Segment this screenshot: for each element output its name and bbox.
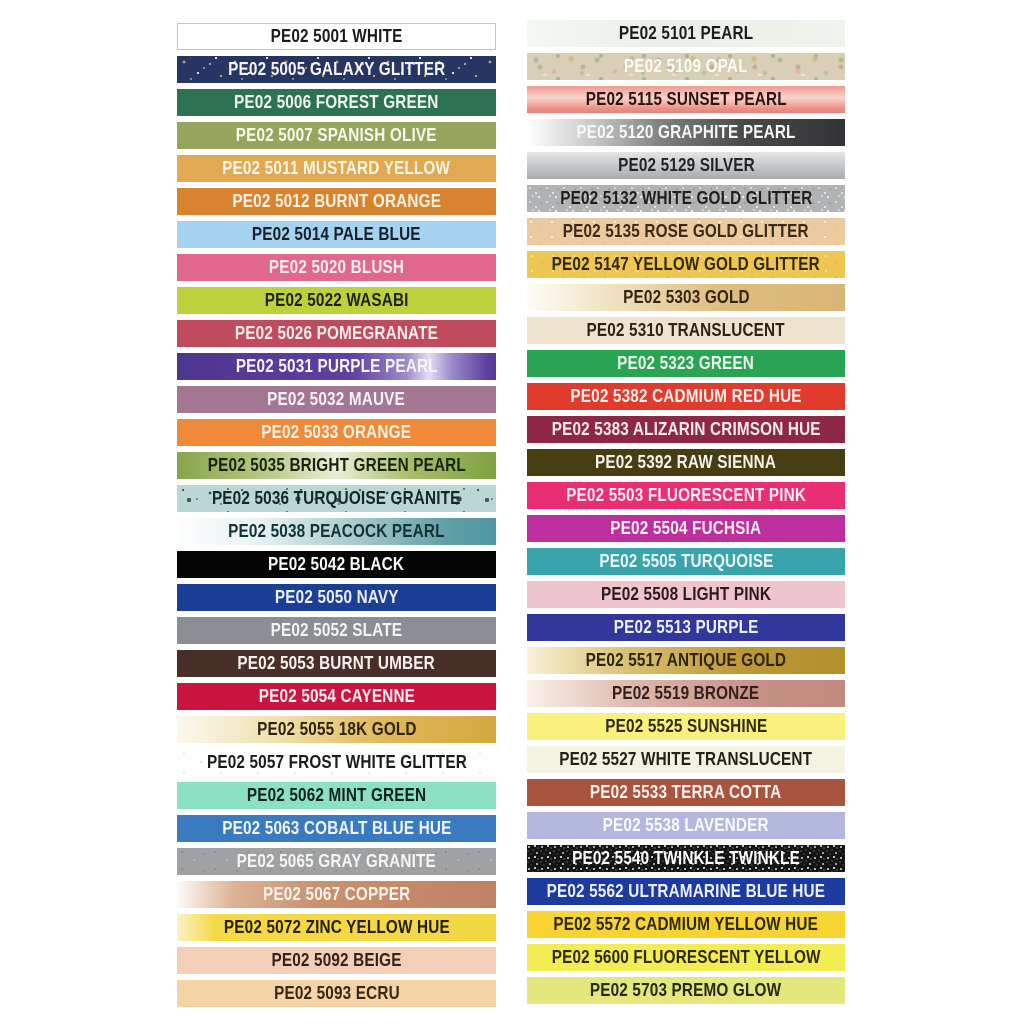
swatch-label: PE02 5050 NAVY <box>274 587 399 607</box>
swatch-pe02-5538 <box>527 812 845 839</box>
swatch-label: PE02 5513 PURPLE <box>613 617 759 637</box>
swatch-label: PE02 5323 GREEN <box>617 353 755 373</box>
swatch-pe02-5014 <box>177 221 496 248</box>
swatch-pe02-5062 <box>177 782 496 809</box>
swatch-label: PE02 5054 CAYENNE <box>258 686 415 706</box>
swatch-pe02-5032 <box>177 386 496 413</box>
swatch-pe02-5562 <box>527 878 845 905</box>
swatch-pe02-5055 <box>177 716 496 743</box>
swatch-pe02-5505 <box>527 548 845 575</box>
swatch-pe02-5600 <box>527 944 845 971</box>
swatch-pe02-5540 <box>527 845 845 872</box>
swatch-label: PE02 5101 PEARL <box>618 23 754 43</box>
swatch-label: PE02 5505 TURQUOISE <box>598 551 774 571</box>
swatch-label: PE02 5055 18K GOLD <box>256 719 417 739</box>
swatch-pe02-5572 <box>527 911 845 938</box>
swatch-label: PE02 5703 PREMO GLOW <box>590 980 782 1000</box>
swatch-pe02-5517 <box>527 647 845 674</box>
swatch-pe02-5303 <box>527 284 845 311</box>
swatch-pe02-5057 <box>177 749 496 776</box>
swatch-pe02-5323 <box>527 350 845 377</box>
swatch-pe02-5012 <box>177 188 496 215</box>
swatch-label: PE02 5026 POMEGRANATE <box>234 323 439 343</box>
swatch-pe02-5022 <box>177 287 496 314</box>
swatch-pe02-5001 <box>177 23 496 50</box>
swatch-label: PE02 5006 FOREST GREEN <box>234 92 439 112</box>
swatch-pe02-5038 <box>177 518 496 545</box>
swatch-pe02-5508 <box>527 581 845 608</box>
swatch-label: PE02 5035 BRIGHT GREEN PEARL <box>207 455 466 475</box>
swatch-pe02-5504 <box>527 515 845 542</box>
swatch-pe02-5050 <box>177 584 496 611</box>
swatch-label: PE02 5147 YELLOW GOLD GLITTER <box>551 254 821 274</box>
swatch-label: PE02 5572 CADMIUM YELLOW HUE <box>553 914 819 934</box>
swatch-pe02-5703 <box>527 977 845 1004</box>
swatch-pe02-5527 <box>527 746 845 773</box>
swatch-label: PE02 5022 WASABI <box>264 290 409 310</box>
swatch-label: PE02 5012 BURNT ORANGE <box>232 191 441 211</box>
swatch-label: PE02 5519 BRONZE <box>612 683 760 703</box>
swatch-pe02-5093 <box>177 980 496 1007</box>
swatch-label: PE02 5093 ECRU <box>273 983 400 1003</box>
swatch-pe02-5020 <box>177 254 496 281</box>
swatch-label: PE02 5503 FLUORESCENT PINK <box>566 485 806 505</box>
swatch-pe02-5383 <box>527 416 845 443</box>
swatch-pe02-5525 <box>527 713 845 740</box>
swatch-label: PE02 5062 MINT GREEN <box>246 785 427 805</box>
swatch-pe02-5007 <box>177 122 496 149</box>
swatch-label: PE02 5132 WHITE GOLD GLITTER <box>559 188 813 208</box>
swatch-pe02-5052 <box>177 617 496 644</box>
swatch-label: PE02 5382 CADMIUM RED HUE <box>570 386 802 406</box>
swatch-pe02-5129 <box>527 152 845 179</box>
swatch-pe02-5011 <box>177 155 496 182</box>
swatch-label: PE02 5562 ULTRAMARINE BLUE HUE <box>546 881 826 901</box>
swatch-label: PE02 5072 ZINC YELLOW HUE <box>223 917 450 937</box>
swatch-label: PE02 5527 WHITE TRANSLUCENT <box>559 749 813 769</box>
swatch-pe02-5053 <box>177 650 496 677</box>
swatch-column-left <box>177 23 496 1013</box>
swatch-pe02-5101 <box>527 20 845 47</box>
swatch-label: PE02 5053 BURNT UMBER <box>237 653 436 673</box>
swatch-label: PE02 5065 GRAY GRANITE <box>236 851 437 871</box>
swatch-label: PE02 5057 FROST WHITE GLITTER <box>206 752 467 772</box>
swatch-label: PE02 5115 SUNSET PEARL <box>585 89 787 109</box>
swatch-pe02-5031 <box>177 353 496 380</box>
swatch-label: PE02 5508 LIGHT PINK <box>600 584 772 604</box>
swatch-label: PE02 5007 SPANISH OLIVE <box>236 125 437 145</box>
swatch-pe02-5132 <box>527 185 845 212</box>
swatch-pe02-5026 <box>177 320 496 347</box>
swatch-pe02-5135 <box>527 218 845 245</box>
swatch-label: PE02 5533 TERRA COTTA <box>590 782 782 802</box>
swatch-label: PE02 5310 TRANSLUCENT <box>586 320 786 340</box>
swatch-label: PE02 5109 OPAL <box>624 56 748 76</box>
swatch-pe02-5063 <box>177 815 496 842</box>
swatch-pe02-5533 <box>527 779 845 806</box>
swatch-label: PE02 5063 COBALT BLUE HUE <box>221 818 452 838</box>
swatch-label: PE02 5032 MAUVE <box>267 389 406 409</box>
swatch-pe02-5006 <box>177 89 496 116</box>
swatch-pe02-5503 <box>527 482 845 509</box>
swatch-pe02-5042 <box>177 551 496 578</box>
swatch-pe02-5147 <box>527 251 845 278</box>
swatch-label: PE02 5067 COPPER <box>262 884 411 904</box>
swatch-label: PE02 5525 SUNSHINE <box>604 716 768 736</box>
swatch-label: PE02 5135 ROSE GOLD GLITTER <box>562 221 810 241</box>
swatch-label: PE02 5005 GALAXY GLITTER <box>227 59 446 79</box>
swatch-label: PE02 5538 LAVENDER <box>602 815 770 835</box>
swatch-label: PE02 5011 MUSTARD YELLOW <box>222 158 451 178</box>
swatch-label: PE02 5129 SILVER <box>617 155 755 175</box>
swatch-label: PE02 5042 BLACK <box>268 554 405 574</box>
swatch-pe02-5310 <box>527 317 845 344</box>
swatch-label: PE02 5600 FLUORESCENT YELLOW <box>551 947 821 967</box>
swatch-label: PE02 5392 RAW SIENNA <box>595 452 777 472</box>
swatch-label: PE02 5052 SLATE <box>270 620 403 640</box>
swatch-pe02-5072 <box>177 914 496 941</box>
swatch-pe02-5513 <box>527 614 845 641</box>
swatch-pe02-5005 <box>177 56 496 83</box>
swatch-label: PE02 5001 WHITE <box>270 26 403 46</box>
swatch-label: PE02 5033 ORANGE <box>261 422 412 442</box>
swatch-label: PE02 5031 PURPLE PEARL <box>235 356 438 376</box>
swatch-pe02-5035 <box>177 452 496 479</box>
swatch-label: PE02 5120 GRAPHITE PEARL <box>576 122 796 142</box>
swatch-pe02-5382 <box>527 383 845 410</box>
swatch-pe02-5392 <box>527 449 845 476</box>
swatch-label: PE02 5504 FUCHSIA <box>610 518 762 538</box>
swatch-pe02-5120 <box>527 119 845 146</box>
swatch-pe02-5054 <box>177 683 496 710</box>
swatch-label: PE02 5303 GOLD <box>622 287 750 307</box>
swatch-label: PE02 5517 ANTIQUE GOLD <box>585 650 787 670</box>
swatch-pe02-5065 <box>177 848 496 875</box>
swatch-pe02-5109 <box>527 53 845 80</box>
swatch-pe02-5115 <box>527 86 845 113</box>
swatch-label: PE02 5540 TWINKLE TWINKLE <box>572 848 800 868</box>
swatch-label: PE02 5014 PALE BLUE <box>252 224 421 244</box>
swatch-label: PE02 5036 TURQUOISE GRANITE <box>212 488 461 508</box>
swatch-pe02-5036 <box>177 485 496 512</box>
swatch-pe02-5092 <box>177 947 496 974</box>
swatch-label: PE02 5020 BLUSH <box>268 257 405 277</box>
swatch-pe02-5067 <box>177 881 496 908</box>
swatch-label: PE02 5038 PEACOCK PEARL <box>228 521 445 541</box>
swatch-column-right <box>527 20 845 1010</box>
swatch-label: PE02 5383 ALIZARIN CRIMSON HUE <box>551 419 821 439</box>
swatch-pe02-5519 <box>527 680 845 707</box>
swatch-pe02-5033 <box>177 419 496 446</box>
swatch-label: PE02 5092 BEIGE <box>271 950 402 970</box>
